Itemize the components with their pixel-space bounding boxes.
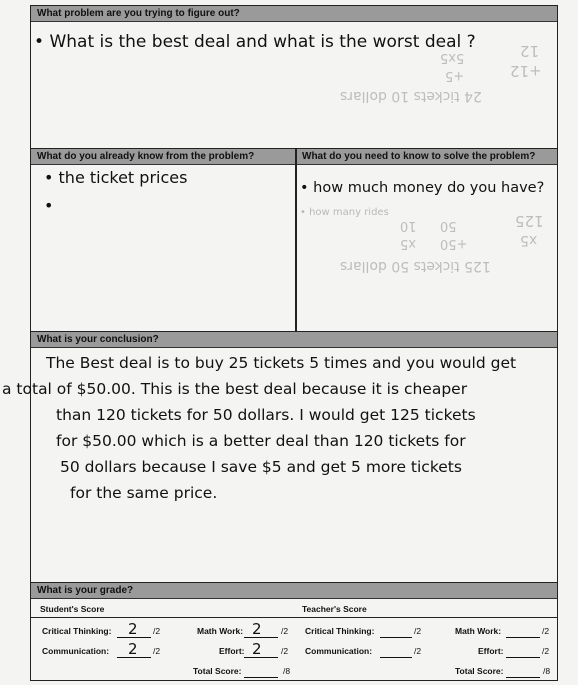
bleed-through-text: 24 tickets 10 dollars (340, 88, 482, 104)
need-header: What do you need to know to solve the problem? (296, 149, 557, 165)
teacher-effort-label: Effort: (478, 646, 504, 656)
conclusion-line: 50 dollars because I save $5 and get 5 more tickets (60, 458, 462, 476)
bleed-through-text: 12 (520, 42, 540, 60)
communication-out-of: /2 (153, 646, 161, 656)
teacher-total-out-of: /8 (543, 666, 551, 676)
conclusion-line: a total of $50.00. This is the best deal because it is cheaper (2, 380, 468, 398)
conclusion-header: What is your conclusion? (31, 332, 557, 348)
math-work-label: Math Work: (197, 626, 244, 636)
problem-answer-text: What is the best deal and what is the worst deal ? (49, 32, 476, 52)
critical-out-of: /2 (153, 626, 161, 636)
know-header: What do you already know from the problem? (31, 149, 295, 165)
student-communication-score: 2 (128, 640, 138, 658)
conclusion-line: for $50.00 which is a better deal than 120 tickets for (56, 432, 466, 450)
bleed-through-text: 50 (440, 218, 457, 233)
teacher-math-blank (506, 625, 540, 638)
teacher-critical-thinking-label: Critical Thinking: (305, 626, 375, 636)
math-out-of: /2 (281, 626, 289, 636)
student-score-title: Student's Score (40, 604, 105, 614)
conclusion-line: The Best deal is to buy 25 tickets 5 times and you would get (46, 354, 517, 372)
student-total-blank (244, 665, 278, 678)
know-answer-text: the ticket prices (58, 168, 188, 187)
teacher-critical-blank (380, 625, 412, 638)
bleed-through-text: +5 (445, 68, 465, 83)
need-answer: • how much money do you have? (300, 180, 545, 196)
bleed-through-text: 5x5 (440, 50, 465, 65)
student-math-score: 2 (252, 620, 262, 638)
conclusion-line: for the same price. (70, 484, 218, 502)
teacher-effort-blank (506, 645, 540, 658)
teacher-score-title: Teacher's Score (302, 604, 367, 614)
total-score-label: Total Score: (193, 666, 242, 676)
student-effort-score: 2 (252, 640, 262, 658)
communication-label: Communication: (42, 646, 110, 656)
effort-label: Effort: (219, 646, 245, 656)
teacher-communication-label: Communication: (305, 646, 373, 656)
bleed-through-text: 125 (515, 212, 544, 230)
need-answer-text: how much money do you have? (313, 180, 545, 196)
teacher-communication-blank (380, 645, 412, 658)
need-answer-faint: • how many rides (300, 207, 389, 218)
empty-bullet: • (44, 196, 54, 215)
bleed-through-text: 125 tickets 50 dollars (340, 258, 491, 274)
teacher-communication-out-of: /2 (414, 646, 422, 656)
effort-out-of: /2 (281, 646, 289, 656)
student-critical-score: 2 (128, 620, 138, 638)
teacher-math-out-of: /2 (542, 626, 550, 636)
teacher-effort-out-of: /2 (542, 646, 550, 656)
bleed-through-text: 10 (400, 218, 417, 233)
grade-header: What is your grade? (31, 583, 557, 599)
bleed-through-text: +12 (510, 62, 542, 80)
conclusion-line: than 120 tickets for 50 dollars. I would get 125 tickets (56, 406, 476, 424)
know-answer: • the ticket prices (44, 168, 188, 187)
teacher-total-blank (506, 665, 540, 678)
need-answer-faint-text: how many rides (309, 207, 389, 218)
bleed-through-text: +50 (440, 236, 468, 251)
divider (31, 617, 557, 618)
bleed-through-text: x5 (520, 232, 538, 248)
teacher-math-work-label: Math Work: (455, 626, 502, 636)
problem-answer: • What is the best deal and what is the worst deal ? (34, 32, 476, 52)
total-out-of: /8 (283, 666, 291, 676)
column-divider (295, 148, 297, 331)
bleed-through-text: x5 (400, 236, 416, 251)
problem-header: What problem are you trying to figure out? (31, 6, 557, 22)
teacher-critical-out-of: /2 (414, 626, 422, 636)
critical-thinking-label: Critical Thinking: (42, 626, 112, 636)
teacher-total-score-label: Total Score: (455, 666, 504, 676)
